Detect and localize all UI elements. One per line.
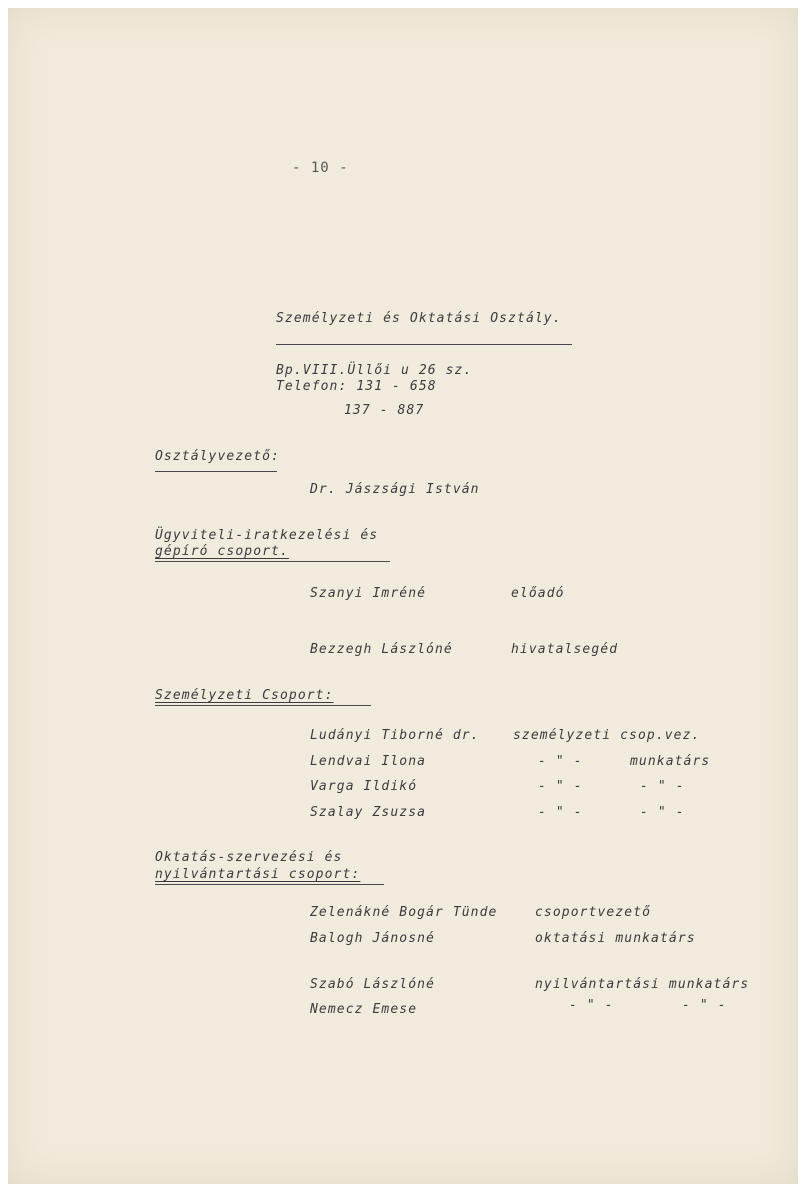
personnel-member-role: - " -	[640, 805, 685, 820]
training-group-heading-2: nyilvántartási csoport:	[155, 867, 361, 882]
admin-member-name: Bezzegh Lászlóné	[310, 642, 453, 657]
training-member-name: Nemecz Emese	[310, 1002, 418, 1017]
personnel-member-name: Varga Ildikó	[310, 779, 418, 794]
training-member-name: Zelenákné Bogár Tünde	[310, 905, 498, 920]
department-title: Személyzeti és Oktatási Osztály.	[276, 311, 562, 326]
ditto-mark: - " -	[538, 779, 583, 794]
admin-group-heading-2: gépíró csoport.	[155, 544, 289, 559]
personnel-member-name: Szalay Zsuzsa	[310, 805, 427, 820]
training-member-role: oktatási munkatárs	[535, 931, 696, 946]
admin-member-role: hivatalsegéd	[511, 642, 619, 657]
ditto-mark: - " -	[538, 805, 583, 820]
personnel-member-role: munkatárs	[630, 754, 711, 769]
personnel-member-name: Lendvai Ilona	[310, 754, 427, 769]
head-name: Dr. Jászsági István	[310, 482, 480, 497]
training-member-name: Balogh Jánosné	[310, 931, 435, 946]
personnel-member-role: személyzeti csop.vez.	[513, 728, 701, 743]
personnel-group-heading: Személyzeti Csoport:	[155, 688, 334, 703]
personnel-group-underline	[155, 705, 371, 706]
head-label-underline	[155, 471, 277, 472]
training-group-heading-1: Oktatás-szervezési és	[155, 850, 343, 865]
personnel-member-name: Ludányi Tiborné dr.	[310, 728, 480, 743]
ditto-mark: - " -	[569, 998, 614, 1013]
training-member-name: Szabó Lászlóné	[310, 977, 435, 992]
training-member-role: nyilvántartási munkatárs	[535, 977, 750, 992]
admin-member-name: Szanyi Imréné	[310, 586, 427, 601]
personnel-member-role: - " -	[640, 779, 685, 794]
training-group-underline	[155, 884, 384, 885]
head-label: Osztályvezető:	[155, 449, 280, 464]
department-address: Bp.VIII.Üllői u 26 sz.	[276, 363, 473, 378]
admin-group-heading-1: Ügyviteli-iratkezelési és	[155, 528, 379, 543]
training-member-role: - " -	[682, 998, 727, 1013]
page-number: - 10 -	[292, 160, 349, 176]
title-underline	[276, 344, 572, 345]
training-member-role: csoportvezető	[535, 905, 652, 920]
document-page	[8, 8, 798, 1184]
admin-member-role: előadó	[511, 586, 565, 601]
admin-group-underline	[155, 561, 390, 562]
department-phone-2: 137 - 887	[344, 403, 425, 418]
ditto-mark: - " -	[538, 754, 583, 769]
department-phone-1: Telefon: 131 - 658	[276, 379, 437, 394]
